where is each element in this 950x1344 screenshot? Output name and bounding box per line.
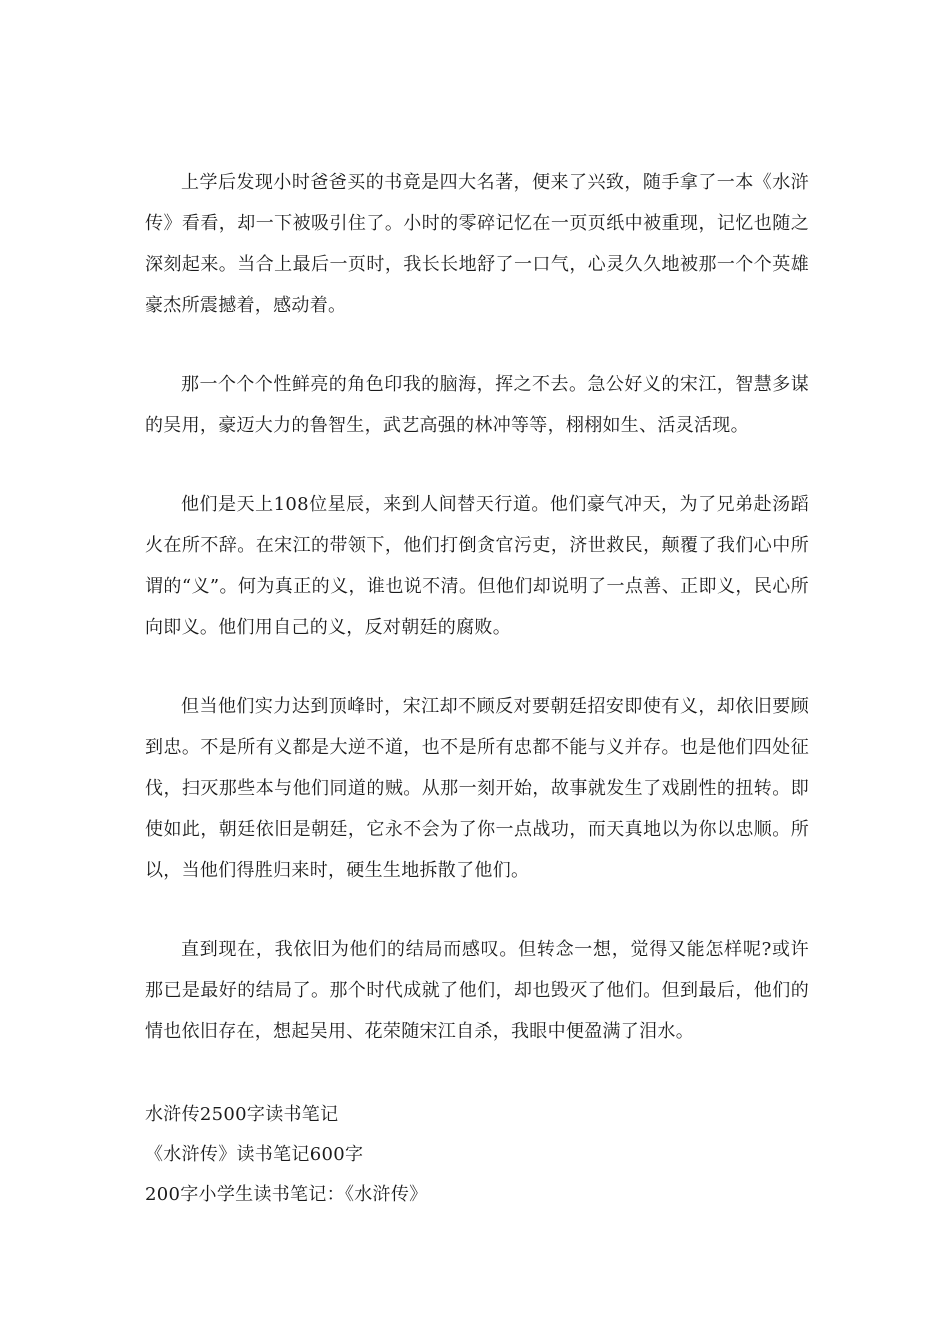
related-link-1[interactable]: 水浒传2500字读书笔记 [145,1104,339,1125]
related-articles [145,1095,809,1215]
paragraph-5: 直到现在，我依旧为他们的结局而感叹。但转念一想，觉得又能怎样呢?或许那已是最好的结局了。那个时代成就了他们，却也毁灭了他们。但到最后，他们的情也依旧存在，想起吴用、花荣随宋江自杀，我眼中便盈满了泪水。 [145,939,809,1042]
related-link-3[interactable]: 200字小学生读书笔记：《水浒传》 [145,1184,428,1205]
article-body [145,162,809,1090]
paragraph-3: 他们是天上108位星辰，来到人间替天行道。他们豪气冲天，为了兄弟赴汤蹈火在所不辞。在宋江的带领下，他们打倒贪官污吏，济世救民，颠覆了我们心中所谓的“义”。何为真正的义，谁也说不清。但他们却说明了一点善、正即义，民心所向即义。他们用自己的义，反对朝廷的腐败。 [145,494,809,638]
paragraph-2: 那一个个个性鲜亮的角色印我的脑海，挥之不去。急公好义的宋江，智慧多谋的吴用，豪迈大力的鲁智生，武艺高强的林冲等等，栩栩如生、活灵活现。 [145,374,809,436]
related-link-2[interactable]: 《水浒传》读书笔记600字 [145,1144,364,1165]
paragraph-4: 但当他们实力达到顶峰时，宋江却不顾反对要朝廷招安即使有义，却依旧要顾到忠。不是所有义都是大逆不道，也不是所有忠都不能与义并存。也是他们四处征伐，扫灭那些本与他们同道的贼。从那一刻开始，故事就发生了戏剧性的扭转。即使如此，朝廷依旧是朝廷，它永不会为了你一点战功，而天真地以为你以忠顺。所以，当他们得胜归来时，硬生生地拆散了他们。 [145,696,809,881]
paragraph-1: 上学后发现小时爸爸买的书竟是四大名著，便来了兴致，随手拿了一本《水浒传》看看，却一下被吸引住了。小时的零碎记忆在一页页纸中被重现，记忆也随之深刻起来。当合上最后一页时，我长长地舒了一口气，心灵久久地被那一个个英雄豪杰所震撼着，感动着。 [145,172,809,316]
